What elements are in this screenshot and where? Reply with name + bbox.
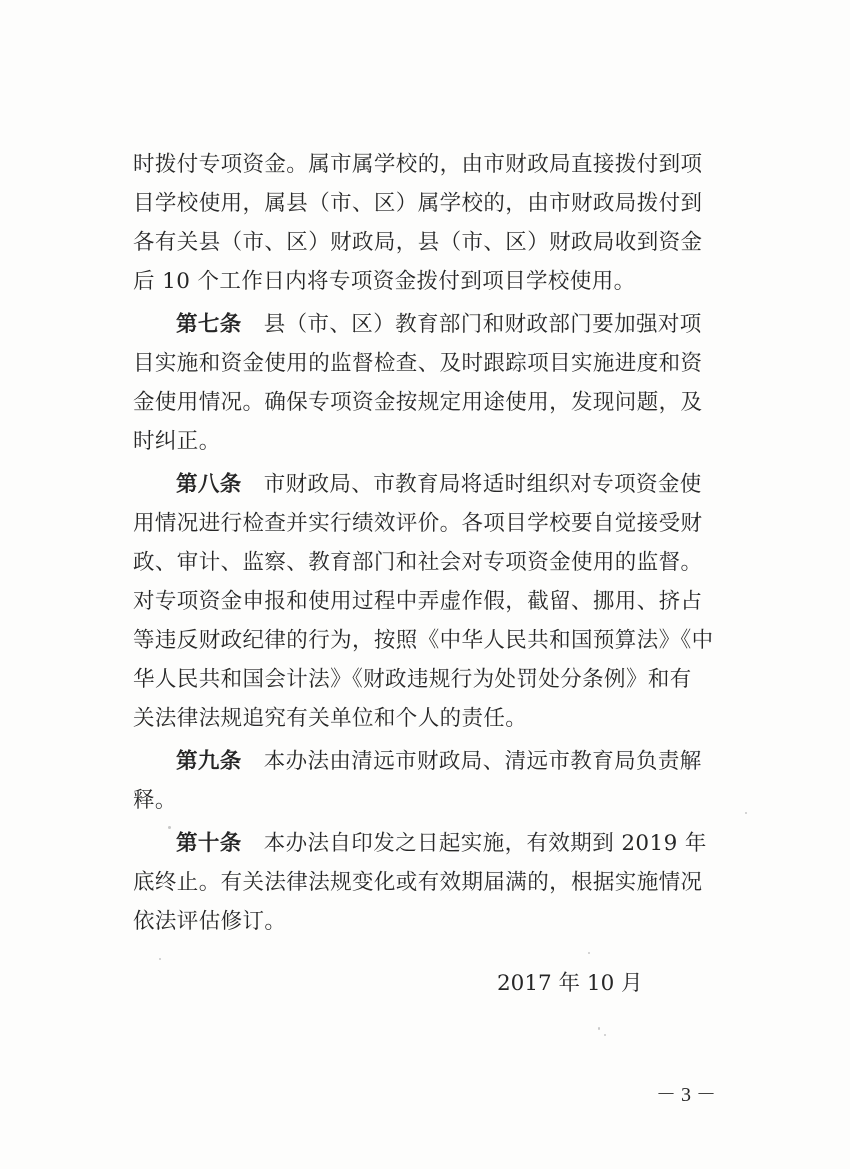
paragraph-line: 后 10 个工作日内将专项资金拨付到项目学校使用。 (133, 269, 636, 294)
paragraph-line: 用情况进行检查并实行绩效评价。各项目学校要自觉接受财 (133, 511, 703, 536)
paragraph-line: 各有关县（市、区）财政局，县（市、区）财政局收到资金 (133, 230, 703, 255)
scan-speck (598, 1027, 600, 1030)
scan-speck (745, 812, 747, 814)
paragraph-line: 依法评估修订。 (133, 909, 287, 934)
article-8-first-line (133, 465, 713, 504)
paragraph-line: 华人民共和国会计法》《财政违规行为处罚处分条例》和有 (133, 667, 692, 692)
page-number: － 3 － (656, 1084, 716, 1106)
paragraph-line: 等违反财政纪律的行为，按照《中华人民共和国预算法》《中 (133, 628, 714, 653)
article-8-label: 第八条 (176, 472, 242, 497)
paragraph-line: 底终止。有关法律法规变化或有效期届满的，根据实施情况 (133, 870, 703, 895)
scan-speck (168, 826, 171, 829)
article-7-label: 第七条 (176, 312, 242, 337)
article-10-label: 第十条 (176, 831, 242, 856)
paragraph-line: 释。 (133, 788, 177, 813)
article-9-label: 第九条 (176, 749, 242, 774)
article-9-first-line (133, 742, 713, 781)
document-date: 2017 年 10 月 (497, 971, 643, 996)
paragraph-line: 县（市、区）教育部门和财政部门要加强对项 (263, 312, 702, 337)
paragraph-line: 关法律法规追究有关单位和个人的责任。 (133, 706, 528, 731)
paragraph-line: 市财政局、市教育局将适时组织对专项资金使 (263, 472, 702, 497)
paragraph-line: 本办法由清远市财政局、清远市教育局负责解 (263, 749, 702, 774)
paragraph-line: 金使用情况。确保专项资金按规定用途使用，发现问题，及 (133, 390, 703, 415)
paragraph-line: 时纠正。 (133, 429, 221, 454)
paragraph-line: 对专项资金申报和使用过程中弄虚作假，截留、挪用、挤占 (133, 589, 703, 614)
paragraph-line: 时拨付专项资金。属市属学校的，由市财政局直接拨付到项 (133, 152, 703, 177)
paragraph-line: 目学校使用，属县（市、区）属学校的，由市财政局拨付到 (133, 191, 703, 216)
article-10-first-line (133, 824, 713, 863)
document-body (133, 145, 713, 941)
paragraph-line: 目实施和资金使用的监督检查、及时跟踪项目实施进度和资 (133, 351, 703, 376)
paragraph-line: 政、审计、监察、教育部门和社会对专项资金使用的监督。 (133, 550, 703, 575)
scan-speck (588, 952, 590, 954)
article-7-first-line (133, 305, 713, 344)
paragraph-line: 本办法自印发之日起实施，有效期到 2019 年 (263, 831, 707, 856)
scan-speck (159, 958, 161, 960)
scan-speck (604, 1034, 606, 1036)
